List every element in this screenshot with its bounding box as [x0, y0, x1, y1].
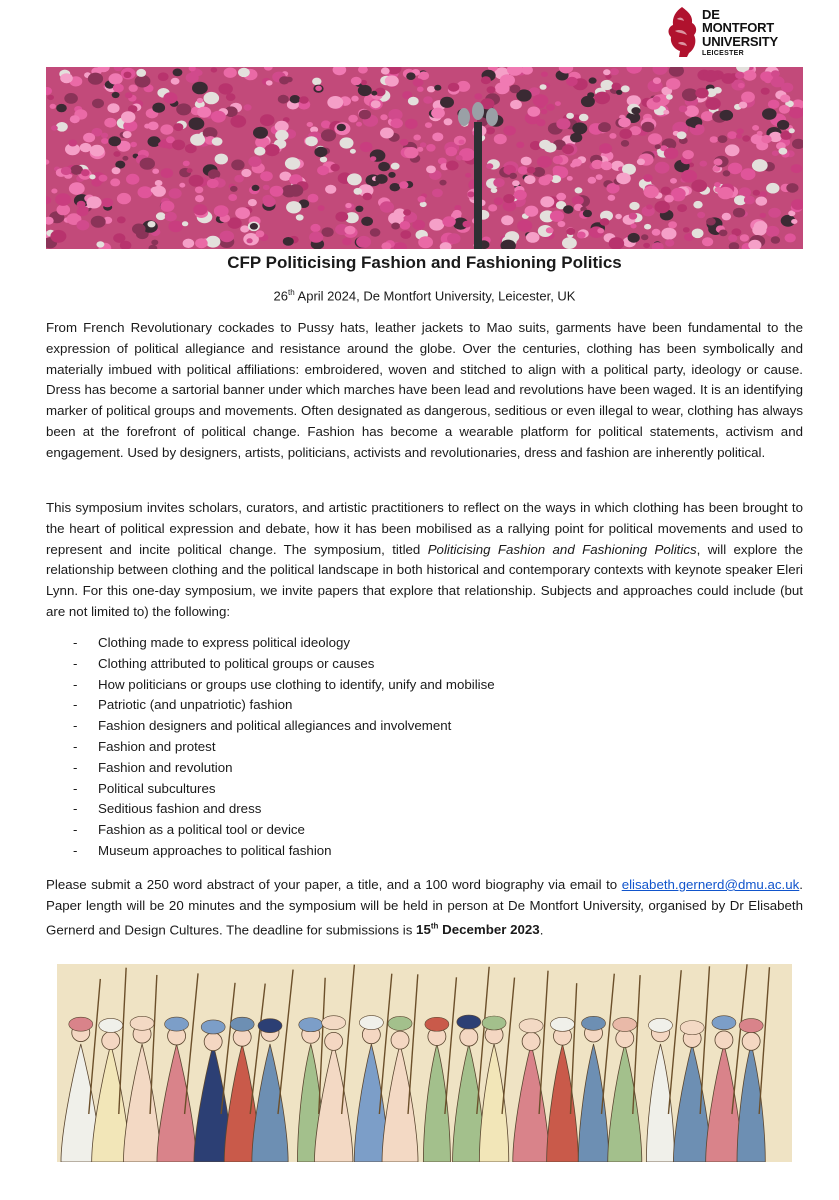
- topic-text: Patriotic (and unpatriotic) fashion: [98, 697, 293, 713]
- logo-line-3: LEICESTER: [702, 49, 744, 57]
- symposium-paragraph: [46, 498, 803, 623]
- topic-text: Fashion designers and political allegiances and involvement: [98, 718, 452, 734]
- submission-text-2: . Paper length will be 20 minutes and the symposium will be held in person at De Montfort University, organised by Dr Elisabeth Gernerd and Design Cultures. The deadline for submissions is: [46, 877, 803, 938]
- symposium-title-italic: Politicising Fashion and Fashioning Politics: [427, 541, 697, 557]
- list-item: - Patriotic (and unpatriotic) fashion: [46, 695, 803, 716]
- griffin-icon: [665, 5, 699, 59]
- submission-text-1: Please submit a 250 word abstract of your paper, a title, and a 100 word biography via email to: [46, 877, 622, 892]
- list-item: - Clothing made to express political ideology: [46, 633, 803, 654]
- list-item: - Political subcultures: [46, 779, 803, 800]
- deadline-rest: December 2023: [438, 922, 540, 938]
- list-item: - Seditious fashion and dress: [46, 799, 803, 820]
- topic-text: Fashion and protest: [98, 738, 216, 754]
- page-title: CFP Politicising Fashion and Fashioning Politics: [227, 253, 622, 272]
- topic-text: Museum approaches to political fashion: [98, 842, 332, 858]
- deadline-day: 15: [416, 922, 431, 938]
- topic-text: Seditious fashion and dress: [98, 801, 262, 817]
- topic-text: Fashion as a political tool or device: [98, 822, 305, 838]
- list-item: - How politicians or groups use clothing to identify, unify and mobilise: [46, 675, 803, 696]
- event-date: [46, 288, 803, 303]
- dmu-logo: [665, 4, 795, 60]
- topic-text: Clothing attributed to political groups or causes: [98, 655, 375, 671]
- list-item: - Clothing attributed to political groups or causes: [46, 654, 803, 675]
- list-item: - Museum approaches to political fashion: [46, 841, 803, 862]
- deadline-suffix: th: [430, 921, 439, 931]
- topic-text: Clothing made to express political ideology: [98, 635, 351, 650]
- symposium-text-1: This symposium invites scholars, curators, and artistic practitioners to reflect on the ways in which clothing has been brought to the heart of political expression and debate, how it has been mobilised as a rallying point for political movements and used to represent and incite political change. The symposium, titled: [46, 500, 803, 557]
- intro-paragraph: From French Revolutionary cockades to Pussy hats, leather jackets to Mao suits, garments have been fundamental to the expression of political allegiance and resistance around the globe. Over the centuries, clothing has been symbolically and materially imbued with political affiliations: embroidered, woven and stitched to align with a political party, ideology or cause. Dress has become a sartorial banner under which marches have been lead and revolutions have been waged. It is an identifying marker of political groups and movements. Often designated as dangerous, seditious or even illegal to wear, clothing has always been at the forefront of political change. Fashion has become a wearable platform for political statements, activism and engagement. Used by designers, artists, politicians, activists and revolutionaries, dress and fashion are inherently political.: [46, 320, 803, 460]
- topic-text: Fashion and revolution: [98, 759, 233, 775]
- submission-paragraph: [46, 875, 803, 941]
- submission-end: .: [539, 922, 544, 938]
- revolution-cartoon-image: [57, 964, 792, 1162]
- date-day: 26: [273, 288, 288, 304]
- topic-text: How politicians or groups use clothing to identify, unify and mobilise: [98, 676, 495, 692]
- crowd-banner-image: [46, 67, 803, 249]
- date-rest: April 2024, De Montfort University, Leicester, UK: [294, 288, 576, 304]
- logo-line-1: DE MONTFORT: [702, 6, 775, 35]
- email-link[interactable]: elisabeth.gernerd@dmu.ac.uk: [621, 877, 800, 892]
- topics-list: [46, 633, 803, 862]
- topic-text: Political subcultures: [98, 780, 216, 796]
- deadline: [416, 922, 540, 937]
- symposium-text-2: , will explore the relationship between clothing and the political landscape in both historical and contemporary contexts with keynote speaker Eleri Lynn. For this one-day symposium, we invite papers that explore that relationship. Subjects and approaches could include (but are not limited to) the following:: [46, 541, 803, 619]
- list-item: - Fashion and protest: [46, 737, 803, 758]
- logo-line-2: UNIVERSITY: [702, 33, 779, 49]
- list-item: - Fashion as a political tool or device: [46, 820, 803, 841]
- list-item: - Fashion designers and political allegiances and involvement: [46, 716, 803, 737]
- list-item: - Fashion and revolution: [46, 758, 803, 779]
- date-suffix: th: [287, 288, 295, 297]
